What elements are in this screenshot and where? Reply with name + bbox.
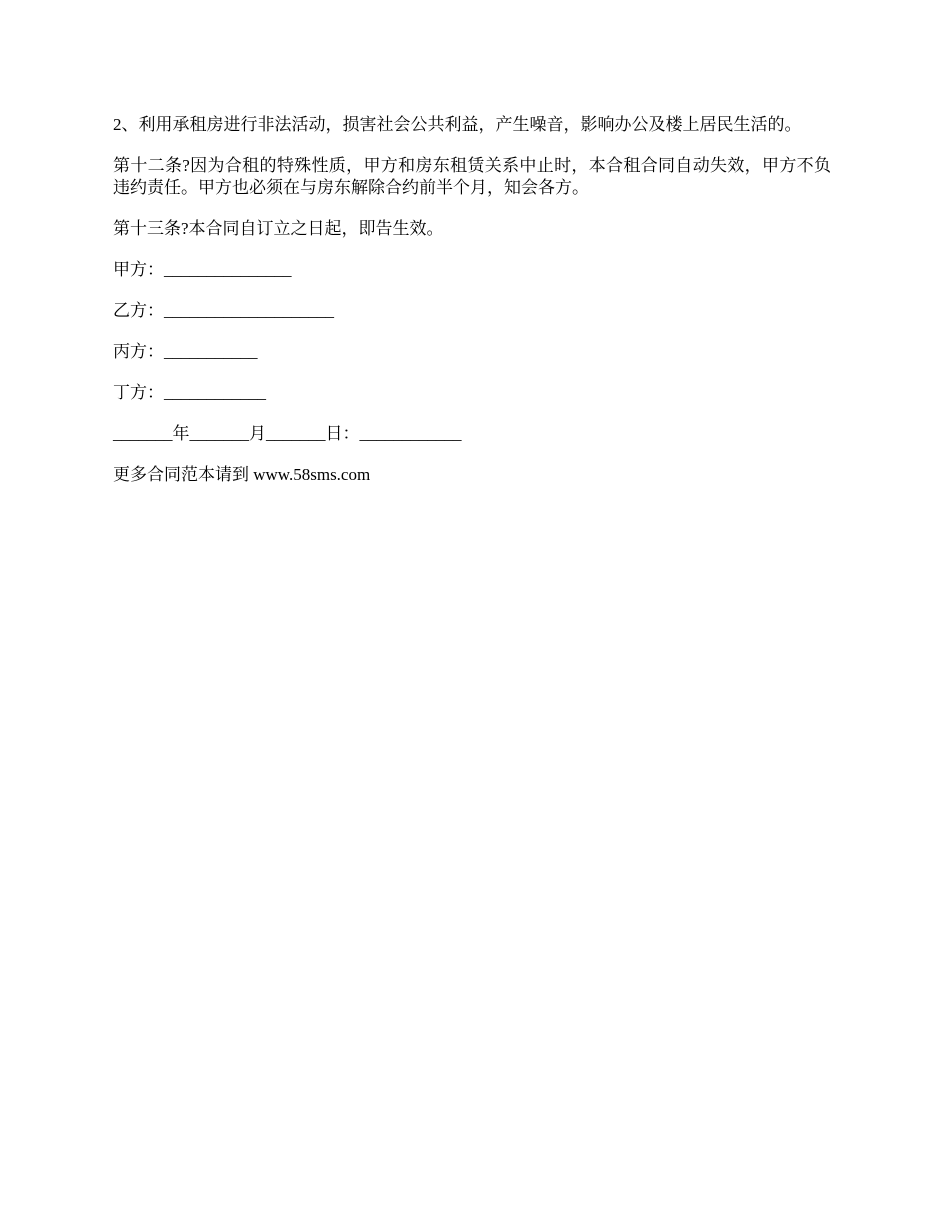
signature-party-d: 丁方：____________ [113, 383, 266, 402]
clause-twelve: 第十二条?因为合租的特殊性质，甲方和房东租赁关系中止时，本合租合同自动失效，甲方不负违约责任。甲方也必须在与房东解除合约前半个月，知会各方。 [113, 156, 831, 197]
clause-thirteen: 第十三条?本合同自订立之日起，即告生效。 [113, 219, 444, 238]
signature-party-c: 丙方：___________ [113, 342, 258, 361]
signature-date: _______年_______月_______日：____________ [113, 424, 462, 443]
signature-party-a: 甲方：_______________ [113, 260, 292, 279]
clause-paragraph: 2、利用承租房进行非法活动，损害社会公共利益，产生噪音，影响办公及楼上居民生活的。 [113, 115, 802, 134]
document-page [113, 114, 831, 505]
signature-party-b: 乙方：____________________ [113, 301, 334, 320]
footer-note: 更多合同范本请到 www.58sms.com [113, 465, 371, 484]
